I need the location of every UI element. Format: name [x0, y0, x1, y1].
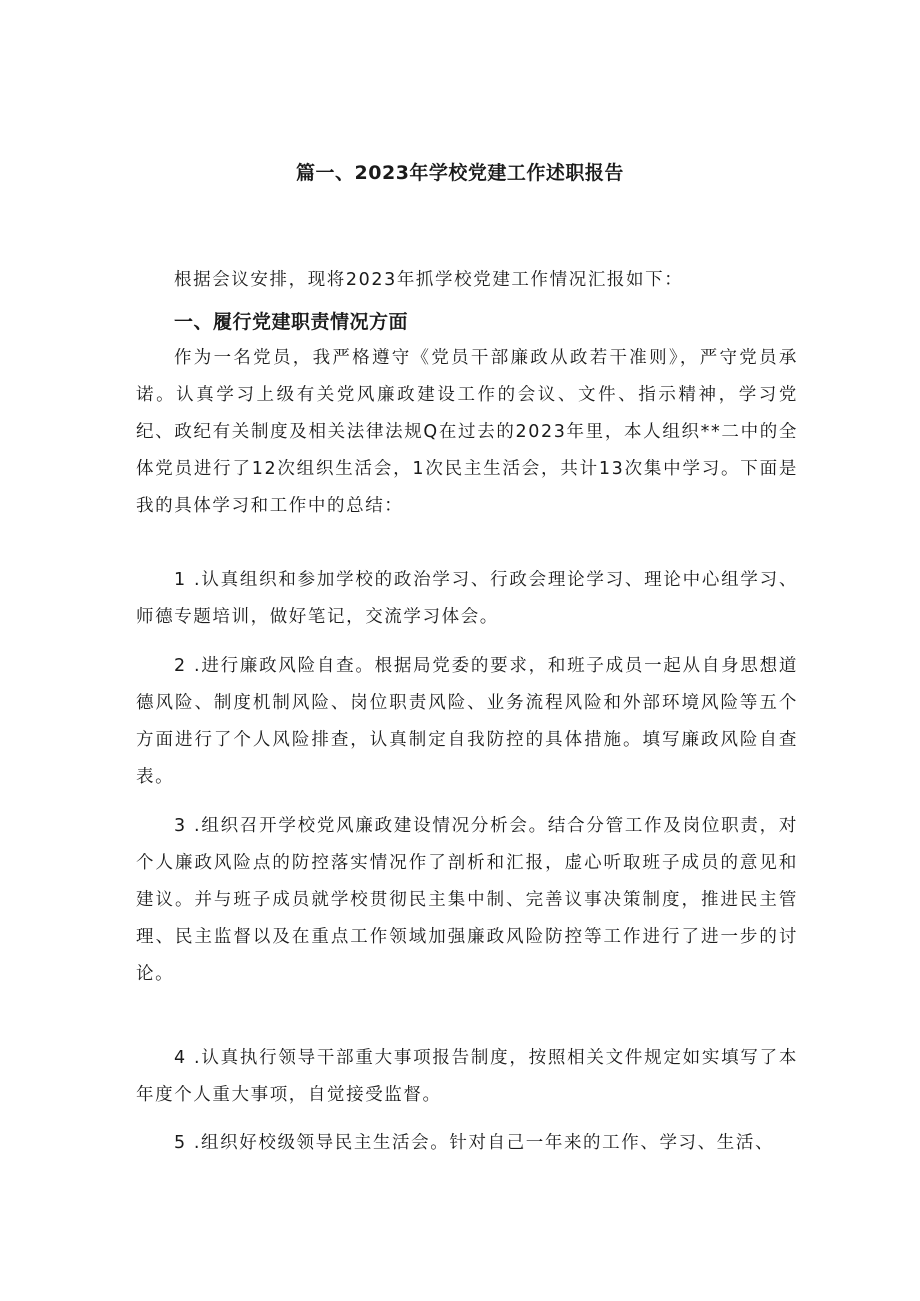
list-item: 2 .进行廉政风险自查。根据局党委的要求，和班子成员一起从自身思想道德风险、制度机制风险、岗位职责风险、业务流程风险和外部环境风险等五个方面进行了个人风险排查，认真制定自我防控的具体措施。填写廉政风险自查表。: [136, 656, 798, 787]
list-item: 1 .认真组织和参加学校的政治学习、行政会理论学习、理论中心组学习、师德专题培训，做好笔记，交流学习体会。: [136, 570, 798, 627]
intro-paragraph: 根据会议安排，现将2023年抓学校党建工作情况汇报如下：: [174, 270, 684, 290]
document-title: 篇一、2023年学校党建工作述职报告: [296, 162, 624, 184]
section-paragraph: 作为一名党员，我严格遵守《党员干部廉政从政若干准则》，严守党员承诺。认真学习上级有关党风廉政建设工作的会议、文件、指示精神，学习党纪、政纪有关制度及相关法律法规Q在过去的2023年里，本人组织**二中的全体党员进行了12次组织生活会，1次民主生活会，共计13次集中学习。下面是我的具体学习和工作中的总结：: [136, 348, 798, 516]
list-item: 4 .认真执行领导干部重大事项报告制度，按照相关文件规定如实填写了本年度个人重大事项，自觉接受监督。: [136, 1048, 798, 1105]
list-item: 5 .组织好校级领导民主生活会。针对自己一年来的工作、学习、生活、: [174, 1133, 775, 1153]
section-heading: 一、履行党建职责情况方面: [174, 311, 409, 333]
list-item: 3 .组织召开学校党风廉政建设情况分析会。结合分管工作及岗位职责，对个人廉政风险点的防控落实情况作了剖析和汇报，虚心听取班子成员的意见和建议。并与班子成员就学校贯彻民主集中制、完善议事决策制度，推进民主管理、民主监督以及在重点工作领域加强廉政风险防控等工作进行了进一步的讨论。: [136, 816, 798, 984]
